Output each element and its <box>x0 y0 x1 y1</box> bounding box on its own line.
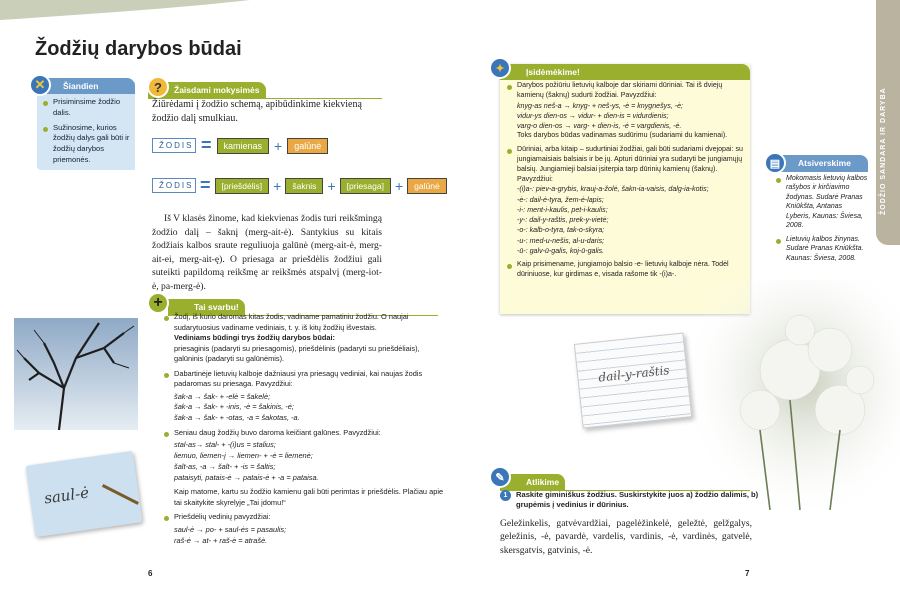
tree-photo <box>14 318 138 430</box>
page-title: Žodžių darybos būdai <box>35 38 242 60</box>
siandien-header: Šiandien <box>37 78 135 94</box>
task-number: 1 <box>500 490 511 501</box>
plus-icon: + <box>147 292 169 314</box>
isidemekime-b3: Kaip prisimename, jungiamojo balsio -e- lietuvių kalboje nėra. Todėl dūriniuose, kur girdimas e, visada rašome tik -(i)a-. <box>517 260 729 279</box>
atlikime-header: Atlikime <box>500 474 565 490</box>
list-item: Sužinosime, kurios žodžių dalys gali būti ir žodžių darybos priemonės. <box>43 123 131 166</box>
example-line: raš-ė → at- + raš-ė = atrašė. <box>174 535 268 545</box>
pencil-icon: ✎ <box>489 466 511 488</box>
example-list <box>174 392 448 424</box>
example-line: -(i)a-: piev-a-grybis, krauj-a-žolė, šakn-ia-vaisis, dalg-ia-kotis; <box>517 185 709 194</box>
compass-icon: ✕ <box>29 74 51 96</box>
plus-sign: + <box>273 177 282 194</box>
scheme-word: ŽODIS <box>152 138 196 153</box>
example-line: pataisyti, patais-ė → patais-ė + -a = pataisa. <box>174 472 319 482</box>
tai-svarbu-p1c: priesaginis (padaryti su priesagomis), priešdėlinis (padaryti su priešdėliais), galūninis (padaryti su galūnėmis). <box>174 343 420 364</box>
tai-svarbu-p1: Žodį, iš kurio daromas kitas žodis, vadiname pamatiniu žodžiu. O naujai sudarytuosius vadiname vediniais, t. y. iš kitų žodžių išvestais. <box>174 312 409 332</box>
page-number-left: 6 <box>148 569 153 578</box>
zaisdami-header-line <box>148 80 382 99</box>
scheme-part: [priesaga] <box>340 178 391 194</box>
example-line: šak-a → šak- + -otas, -a = šakotas, -a. <box>174 413 300 423</box>
example-line: šalt-as, -a → šalt- + -is = šaltis; <box>174 461 276 471</box>
example-line: -i-: ment-i-kaulis, pet-i-kaulis; <box>517 205 608 214</box>
plus-sign: + <box>274 137 283 154</box>
siandien-panel <box>37 82 135 170</box>
tai-svarbu-p2: Dabartinėje lietuvių kalboje dažniausi yra priesagų vediniai, kai naujas žodis padaromas su priesaga. Pavyzdžiui: <box>174 368 423 389</box>
example-list <box>174 525 448 546</box>
example-line: vidur-ys dien-os → vidur- + dien-is = vidurdienis; <box>517 111 669 120</box>
notebook-image-1 <box>26 451 143 537</box>
scheme-part: galūnė <box>407 178 447 194</box>
atsiverskime-header-line <box>772 155 868 172</box>
tai-svarbu-header: Tai svarbu! <box>168 299 245 315</box>
example-line: varg-o dien-os → varg- + dien-is, -ė = vargdienis, -ė. <box>517 122 682 131</box>
zaisdami-paragraph: Iš V klasės žinome, kad kiekvienas žodis turi reikšmingą žodžio dalį – šaknį (merg-ait-ė). Santykius su kitais žodžiais kalbos sraute reguliuoja galūnė (merg-ait-ė, merg-ait-ei, merg-ait-ę). O priesaga ar priešdėlis žodžiui gali suteikti papildomą reikšmę ar reikšmės atspalvį (merg-iot-ė, pa-merg-ė). <box>152 213 382 293</box>
scheme-part: šaknis <box>285 178 323 194</box>
example-line: -ė-: dail-ė-tyra, žem-ė-lapis; <box>517 195 604 204</box>
example-line: -ū-: galv-ū-galis, koj-ū-galis. <box>517 247 605 255</box>
example-line: šak-a → šak- + -inis, -ė = šakinis, -ė; <box>174 402 294 412</box>
butterfly-icon: ✦ <box>489 57 511 79</box>
equals-sign: = <box>200 175 211 195</box>
example-list <box>517 184 745 256</box>
isidemekime-panel <box>500 64 750 314</box>
list-item: Lietuvių kalbos žinynas. Sudarė Pranas Kniūkšta. Kaunas: Šviesa, 2008. <box>776 235 868 263</box>
zaisdami-header: Žaisdami mokysimės <box>148 82 266 98</box>
example-line: liemuo, liemen-į → liemen- + -ė = liemenė; <box>174 451 313 461</box>
list-item <box>164 512 448 546</box>
word-scheme-2 <box>152 175 447 196</box>
atsiverskime-header: Atsiverskime <box>772 155 868 171</box>
list-item <box>507 145 745 256</box>
atlikime-header-line <box>500 472 750 491</box>
notebook-word: saul-ė <box>42 483 91 508</box>
list-item <box>164 312 448 365</box>
example-line: knyg-as neš-a → knyg- + neš-ys, -ė = knygnešys, -ė; <box>517 101 683 110</box>
notebook-image-2 <box>574 332 692 428</box>
example-line: stal-as→ stal- + -(i)us = stalius; <box>174 440 276 450</box>
scheme-word: ŽODIS <box>152 178 196 193</box>
notebook-word: dail-y-raštis <box>597 363 671 385</box>
page-number-right: 7 <box>745 569 750 578</box>
list-item <box>507 260 745 280</box>
tai-svarbu-p5: Priešdėlių vedinių pavyzdžiai: <box>174 512 271 522</box>
scheme-part: kamienas <box>217 138 270 154</box>
pen-icon <box>102 484 139 505</box>
tai-svarbu-p1b: Vediniams būdingi trys žodžių darybos būdai: <box>174 333 335 343</box>
list-item <box>164 369 448 424</box>
question-icon: ? <box>147 76 169 98</box>
example-line: saul-ė → po- + saul-ės = pasaulis; <box>174 524 287 534</box>
isidemekime-b1end: Toks darybos būdas vadinamas sudūrimu (sudariami du kamienai). <box>517 131 728 140</box>
list-item <box>164 428 448 508</box>
tai-svarbu-body <box>164 312 448 550</box>
side-tab-label: ŽODŽIO SANDARA IR DARYBA <box>880 87 887 215</box>
example-list <box>517 101 745 132</box>
isidemekime-b1: Darybos požiūriu lietuvių kalboje dar skiriami dūriniai. Tai iš dviejų kamienų (šaknų) sudurti žodžiai. Pavyzdžiui: <box>517 81 723 99</box>
example-line: -u-: med-u-nešis, al-u-daris; <box>517 236 605 245</box>
tai-svarbu-p3: Seniau daug žodžių buvo daroma keičiant galūnes. Pavyzdžiui: <box>174 427 381 437</box>
isidemekime-body <box>507 81 745 284</box>
zaisdami-intro: Žiūrėdami į žodžio schemą, apibūdinkime kiekvieną žodžio dalį smulkiau. <box>152 99 362 124</box>
book-icon: ▤ <box>764 152 786 174</box>
top-swoosh <box>0 0 250 22</box>
example-line: -o-: kalb-o-tyra, tak-o-skyra; <box>517 226 605 235</box>
word-scheme-1 <box>152 135 328 156</box>
example-line: šak-a → šak- + -elė = šakelė; <box>174 391 271 401</box>
atlikime-words: Geležinkelis, gatvėvardžiai, pagelėžinkelė, geležtė, gelžgalys, geležinis, -ė, pavardė, vardelis, vardinis, -ė, vardinės, gatvelė, skersgatvis, gatvinis, -ė. <box>500 518 752 556</box>
atsiverskime-list <box>776 174 868 267</box>
plus-sign: + <box>327 177 336 194</box>
equals-sign: = <box>201 135 212 155</box>
plus-sign: + <box>394 177 404 194</box>
example-line: -y-: dail-y-raštis, prek-y-vietė; <box>517 216 609 225</box>
scheme-part: [priešdėlis] <box>215 178 270 194</box>
list-item: Prisiminsime žodžio dalis. <box>43 97 131 119</box>
isidemekime-b2: Dūriniai, arba kitaip – sudurtiniai žodžiai, gali būti sudariami dvejopai: su jungiamaisiais balsiais ir be jų. Apturi dūriniai yra sudaryti be jungiamųjų balsių. Jungiamieji balsiai įsiterpia tarp dūrinių kamienų (šaknų). Pavyzdžiui: <box>517 145 743 183</box>
atlikime-task <box>500 490 770 511</box>
scheme-part: galūnė <box>287 138 328 154</box>
side-tab <box>876 0 900 245</box>
isidemekime-header: Įsidėmėkime! <box>500 64 750 80</box>
tai-svarbu-p4: Kaip matome, kartu su žodžio kamienu gali būti perimtas ir priešdėlis. Plačiau apie tai skaitykite skyrelyje „Tai įdomu!“ <box>174 487 444 507</box>
example-list <box>174 440 448 483</box>
task-text: Raskite giminiškus žodžius. Suskirstykite juos a) žodžio dalimis, b) grupėmis į vedinius ir dūrinius. <box>516 490 759 510</box>
list-item: Mokomasis lietuvių kalbos rašybos ir kirčiavimo žodynas. Sudarė Pranas Kniūkšta, Antanas Lyberis, Kaunas: Šviesa, 2008. <box>776 174 868 231</box>
list-item <box>507 81 745 141</box>
siandien-list <box>43 97 131 170</box>
